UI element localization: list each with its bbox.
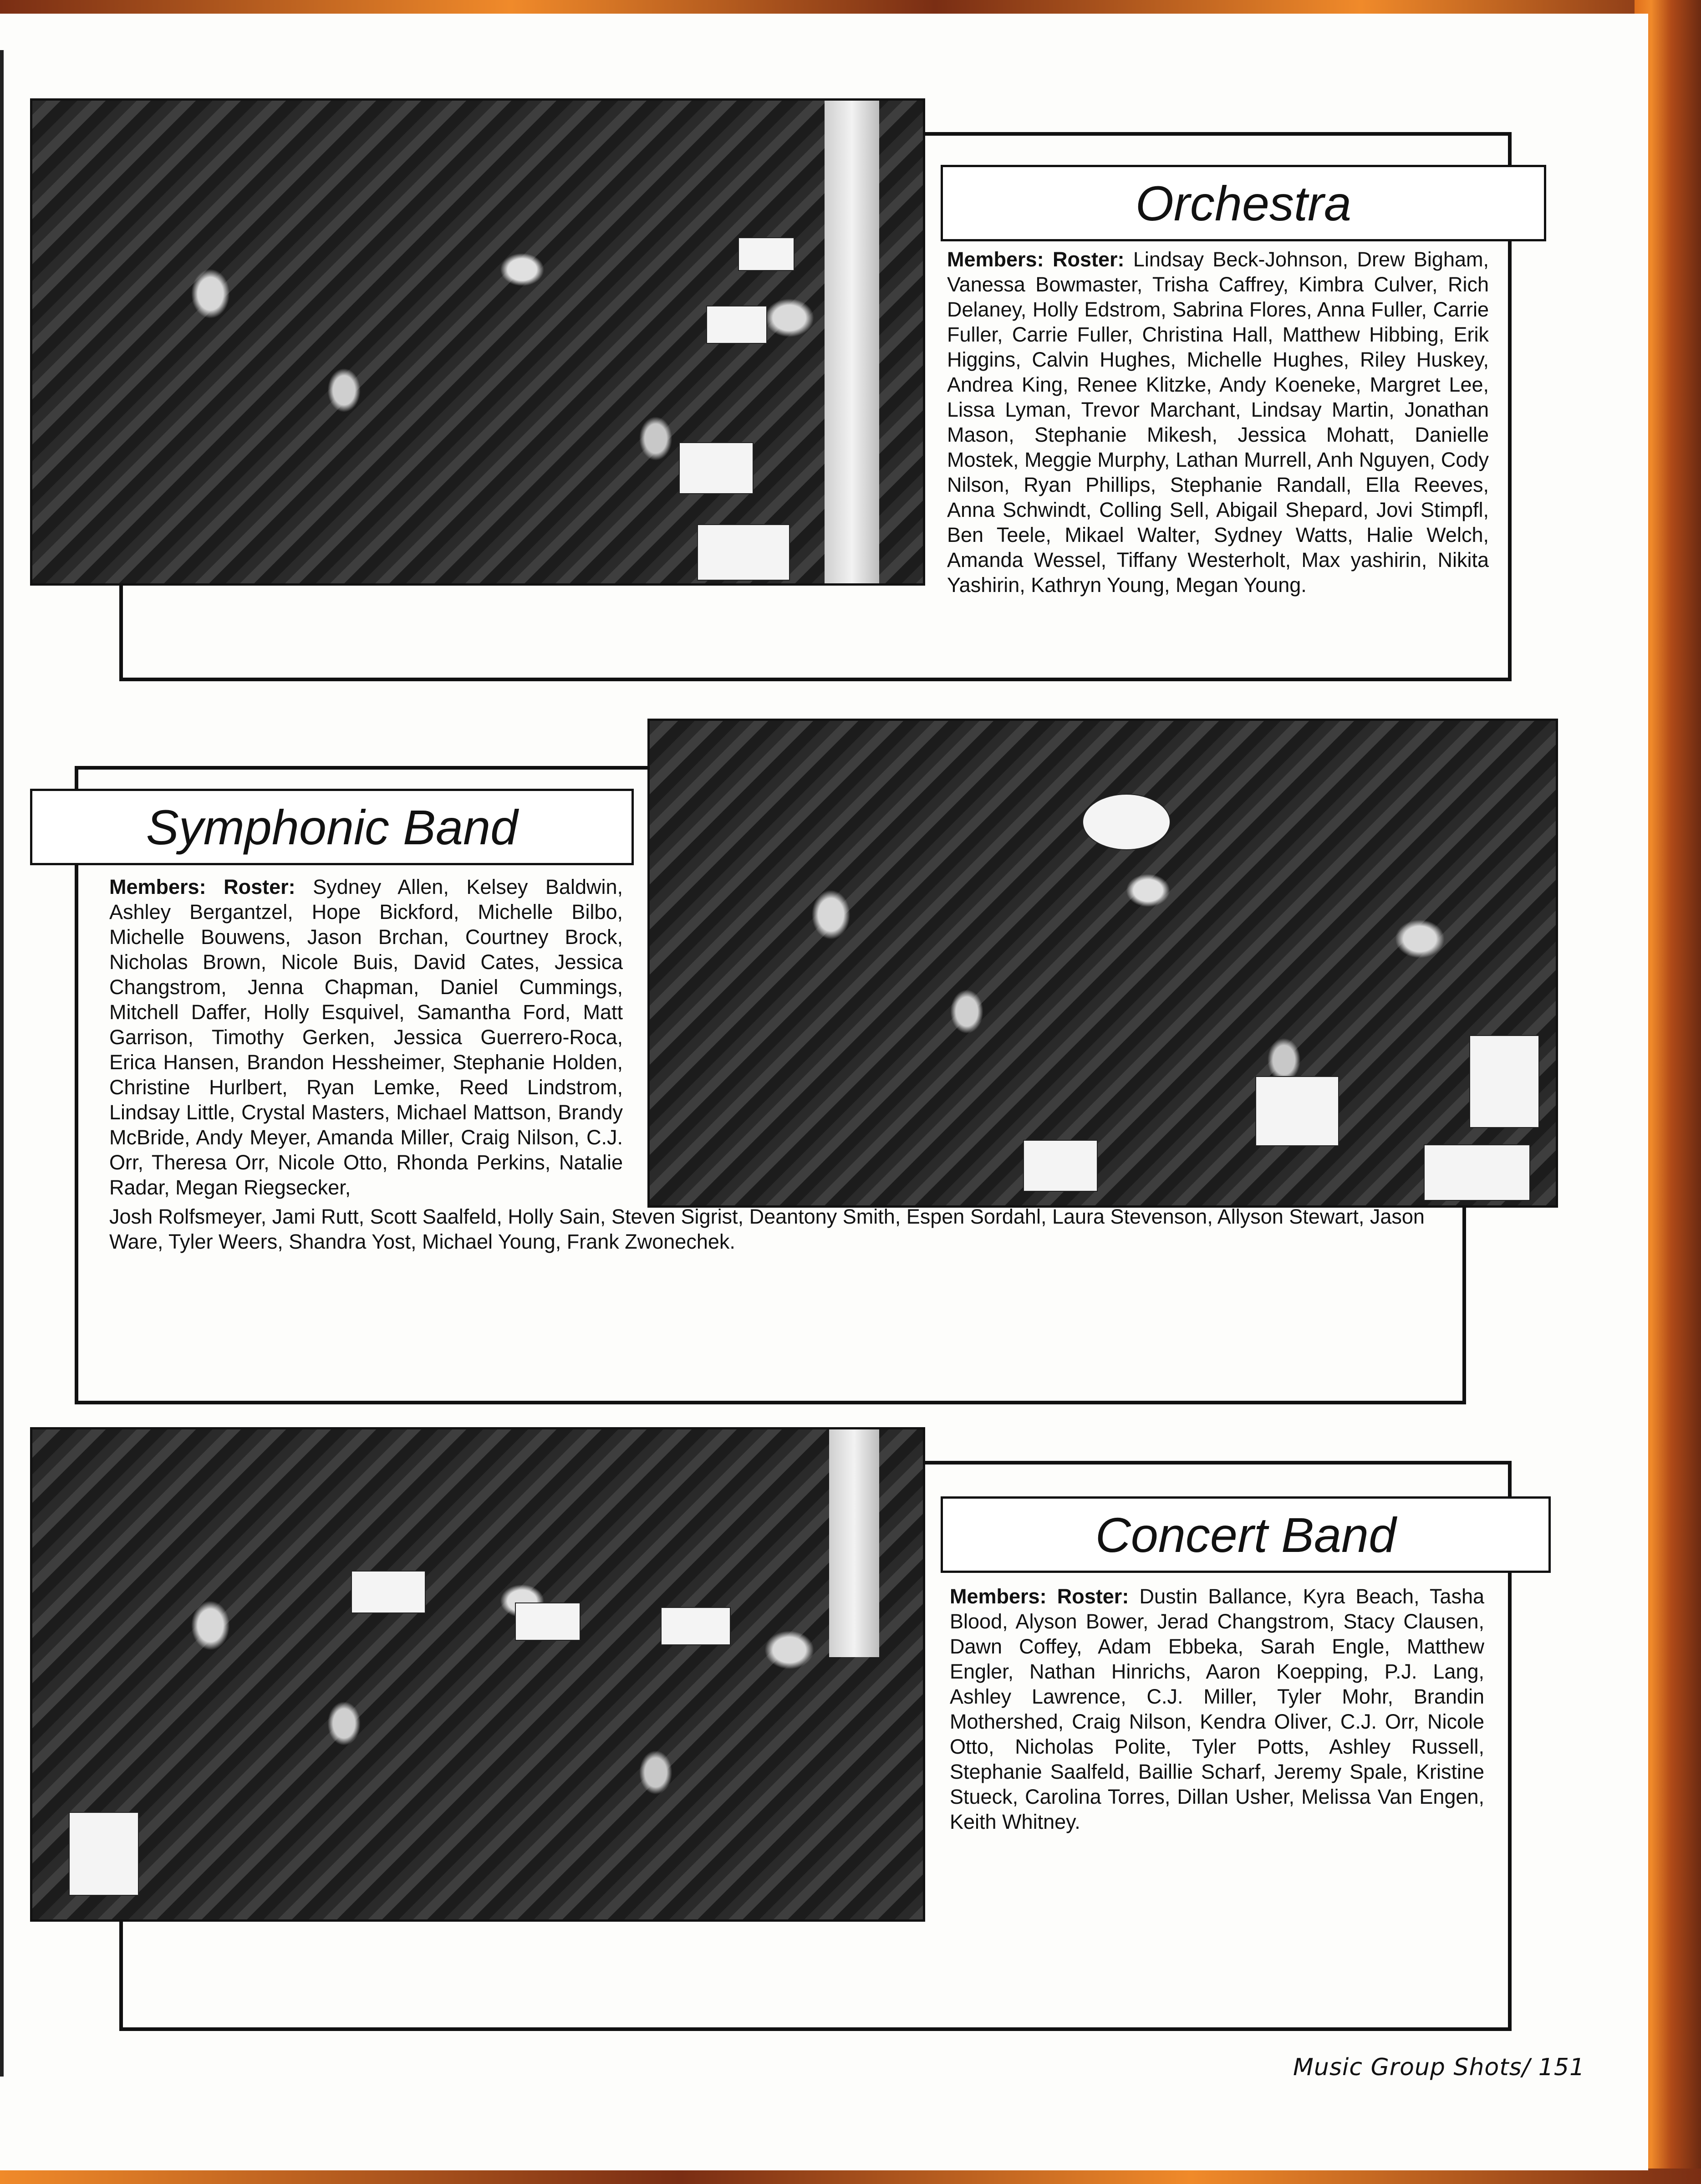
concert-band-photo — [30, 1427, 925, 1922]
symphonic-roster-continued — [109, 1204, 1448, 1254]
orchestra-title — [941, 165, 1546, 241]
symphonic-roster — [109, 874, 623, 1200]
symphonic-roster-names-1: Sydney Allen, Kelsey Baldwin, Ashley Bergantzel, Hope Bickford, Michelle Bilbo, Michelle Bouwens, Jason Brchan, Courtney Brock, Nicholas Brown, Nicole Buis, David Cates, Jessica Changstrom, Jenna Chapman, Daniel Cummings, Mitchell Daffer, Holly Esquivel, Samantha Ford, Matt Garrison, Timothy Gerken, Jessica Guerrero-Roca, Erica Hansen, Brandon Hessheimer, Stephanie Holden, Christine Hurlbert, Ryan Lemke, Reed Lindstrom, Lindsay Little, Crystal Masters, Michael Mattson, Brandy McBride, Andy Meyer, Amanda Miller, Craig Nilson, C.J. Orr, Theresa Orr, Nicole Otto, Rhonda Perkins, Natalie Radar, Megan Riegsecker, — [109, 875, 623, 1199]
concert-roster — [950, 1584, 1484, 1834]
orange-border-bottom — [0, 2169, 1701, 2184]
symphonic-band-title — [30, 789, 634, 865]
page-binding-edge — [0, 50, 4, 2077]
symphonic-title-text: Symphonic Band — [146, 799, 518, 855]
orchestra-photo — [30, 98, 925, 586]
orchestra-members-label: Members: Roster: — [947, 248, 1133, 271]
symphonic-members-label: Members: Roster: — [109, 875, 313, 898]
orchestra-roster-names: Lindsay Beck-Johnson, Drew Bigham, Vanessa Bowmaster, Trisha Caffrey, Kimbra Culver, Rich Delaney, Holly Edstrom, Sabrina Flores, Anna Fuller, Carrie Fuller, Carrie Fuller, Christina Hall, Matthew Hibbing, Erik Higgins, Calvin Hughes, Michelle Hughes, Riley Huskey, Andrea King, Renee Klitzke, Andy Koeneke, Margret Lee, Lissa Lyman, Trevor Marchant, Lindsay Martin, Jonathan Mason, Stephanie Mikesh, Jessica Mohatt, Danielle Mostek, Meggie Murphy, Lathan Murrell, Anh Nguyen, Cody Nilson, Ryan Phillips, Stephanie Randall, Ella Reeves, Anna Schwindt, Colling Sell, Abigail Shepard, Jovi Stimpfl, Ben Teele, Mikael Walter, Sydney Watts, Halie Welch, Amanda Wessel, Tiffany Westerholt, Max yashirin, Nikita Yashirin, Kathryn Young, Megan Young. — [947, 248, 1489, 597]
yearbook-page — [0, 14, 1648, 2170]
orchestra-title-text: Orchestra — [1135, 175, 1352, 231]
concert-band-title — [941, 1496, 1551, 1573]
concert-title-text: Concert Band — [1095, 1507, 1396, 1562]
orchestra-roster — [947, 247, 1489, 597]
page-footer: Music Group Shots/ 151 — [1293, 2054, 1585, 2081]
symphonic-band-photo — [647, 719, 1558, 1208]
concert-members-label: Members: Roster: — [950, 1585, 1140, 1608]
symphonic-roster-names-2: Josh Rolfsmeyer, Jami Rutt, Scott Saalfeld, Holly Sain, Steven Sigrist, Deantony Smith, Espen Sordahl, Laura Stevenson, Allyson Stewart, Jason Ware, Tyler Weers, Shandra Yost, Michael Young, Frank Zwonechek. — [109, 1205, 1425, 1253]
concert-roster-names: Dustin Ballance, Kyra Beach, Tasha Blood, Alyson Bower, Jerad Changstrom, Stacy Clausen, Dawn Coffey, Adam Ebbeka, Sarah Engle, Matthew Engler, Nathan Hinrichs, Aaron Koepping, P.J. Lang, Ashley Lawrence, C.J. Miller, Tyler Mohr, Brandin Mothershed, Craig Nilson, Kendra Oliver, C.J. Orr, Nicole Otto, Nicholas Polite, Tyler Potts, Ashley Russell, Stephanie Saalfeld, Baillie Scharf, Jeremy Spale, Kristine Stueck, Carolina Torres, Dillan Usher, Melissa Van Engen, Keith Whitney. — [950, 1585, 1485, 1833]
